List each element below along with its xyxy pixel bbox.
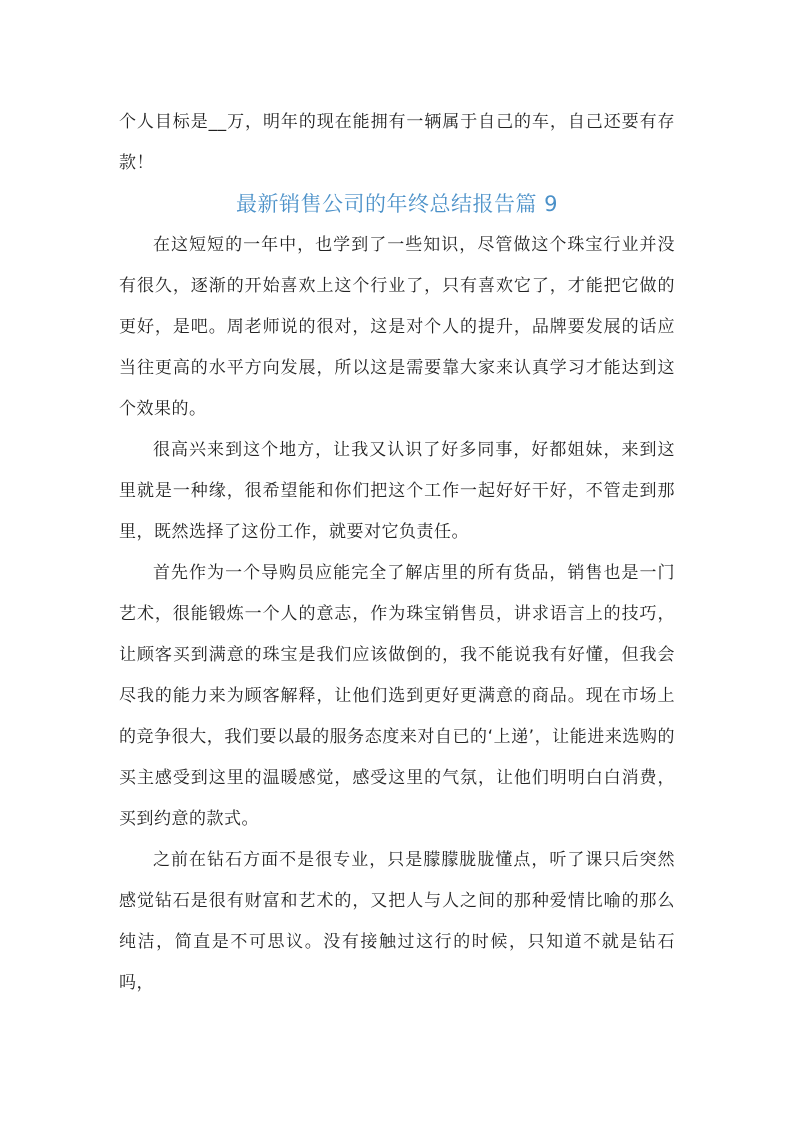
document-content	[119, 102, 675, 1004]
section-title: 最新销售公司的年终总结报告篇 9	[235, 192, 559, 216]
body-paragraph-1: 在这短短的一年中，也学到了一些知识，尽管做这个珠宝行业并没有很久，逐渐的开始喜欢上这个行业了，只有喜欢它了，才能把它做的更好，是吧。周老师说的很对，这是对个人的提升，品牌要发展的话应当往更高的水平方向发展，所以这是需要靠大家来认真学习才能达到这个效果的。	[119, 235, 675, 419]
body-paragraph-3: 首先作为一个导购员应能完全了解店里的所有货品，销售也是一门艺术，很能锻炼一个人的意志，作为珠宝销售员，讲求语言上的技巧，让顾客买到满意的珠宝是我们应该做倒的，我不能说我有好懂，但我会尽我的能力来为顾客解释，让他们选到更好更满意的商品。现在市场上的竞争很大，我们要以最的服务态度来对自已的‘上递’，让能进来选购的买主感受到这里的温暖感觉，感受这里的气氛，让他们明明白白消费，买到约意的款式。	[119, 563, 675, 829]
body-paragraph-2: 很高兴来到这个地方，让我又认识了好多同事，好都姐妹，来到这里就是一种缘，很希望能和你们把这个工作一起好好干好，不管走到那里，既然选择了这份工作，就要对它负责任。	[119, 440, 675, 542]
intro-paragraph: 个人目标是__万，明年的现在能拥有一辆属于自己的车，自己还要有存款！	[119, 112, 675, 173]
body-paragraph-4: 之前在钻石方面不是很专业，只是朦朦胧胧懂点，听了课只后突然感觉钻石是很有财富和艺术的，又把人与人之间的那种爱情比喻的那么纯洁，简直是不可思议。没有接触过这行的时候，只知道不就是钻石吗，	[119, 850, 675, 993]
